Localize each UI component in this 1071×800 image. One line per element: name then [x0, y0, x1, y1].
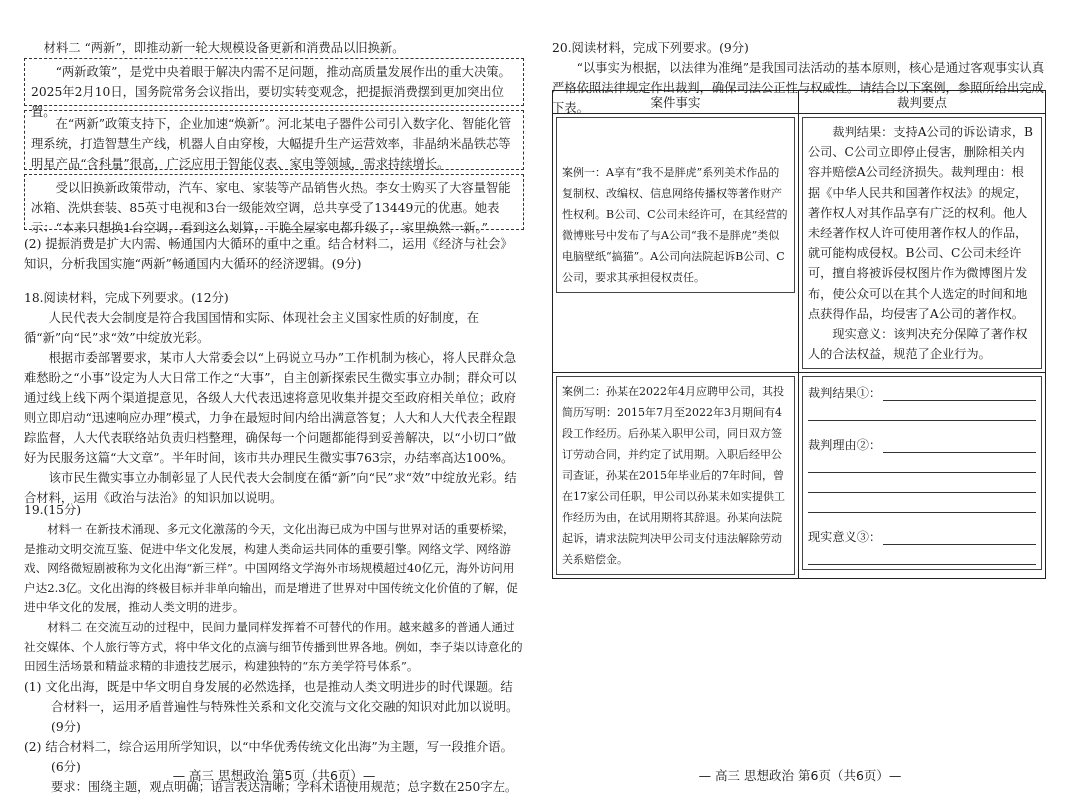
consumer-box [24, 174, 524, 235]
enterprise-box [24, 110, 524, 170]
policy-box [24, 58, 524, 119]
question-19-2: (2) 结合材料二，综合运用所学知识，以“中华优秀传统文化出海”为主题，写一段推介语。(6分) [24, 739, 513, 774]
question-19-1: (1) 文化出海，既是中华文明自身发展的必然选择，也是推动人类文明进步的时代课题。结合材料一，运用矛盾普遍性与特殊性关系和文化交流与文化交融的知识对此加以说明。(9分) [24, 679, 519, 734]
question-17-2: (2) 提振消费是扩大内需、畅通国内大循环的重中之重。结合材料二，运用《经济与社会》知识，分析我国实施“两新”畅通国内大循环的经济逻辑。(9分) [24, 237, 513, 271]
enterprise-text: 在“两新”政策支持下，企业加速“焕新”。河北某电子器件公司引入数字化、智能化管理系统，打造智慧生产线，机器人自由穿梭，大幅提升生产运营效率，非晶纳米晶铁芯等明星产品“含科量”很高，广泛应用于智能仪表、家电等领域，需求持续增长。 [31, 117, 512, 171]
ruling-1-significance: 现实意义：该判决充分保障了著作权人的合法权益，规范了企业行为。 [808, 327, 1028, 362]
blank-significance[interactable] [808, 525, 1036, 545]
blank-ruling-result[interactable] [808, 381, 1036, 401]
blank-ruling-reason-label: 裁判理由②： [808, 438, 882, 453]
ruling-2-cell [799, 373, 1046, 579]
blank-ruling-result-label: 裁判结果①： [808, 386, 882, 401]
header-case-facts: 案件事实 [553, 91, 799, 114]
question-19-material-1: 材料一 在新技术涌现、多元文化激荡的今天，文化出海已成为中国与世界对话的重要桥梁，是推动文明交流互鉴、促进中华文化发展，构建人类命运共同体的重要引擎。网络文学、网络游戏、网络微短剧被称为文化出海“新三样”。中国网络文学海外市场规模超过40亿元，海外访问用户达2.3亿。文化出海的终极目标并非单向输出，而是增进了世界对中国传统文化价值的了解，促进中华文化的发展，推动人类文明的进步。 [24, 522, 518, 615]
policy-text: “两新政策”，是党中央着眼于解决内需不足问题，推动高质量发展作出的重大决策。2025年2月10日，国务院常务会议指出，要切实转变观念，把提振消费摆到更加突出位置。 [31, 65, 511, 119]
case-1-text: 案例一：A享有“我不是胖虎”系列美术作品的复制权、改编权、信息网络传播权等著作财产性权利。B公司、C公司未经许可，在其经营的微博账号中发布了与A公司“我不是胖虎”类似电脑壁纸“搞猫”。A公司向法院起诉B公司、C公司，要求其承担侵权责任。 [562, 166, 788, 284]
case-1-cell [553, 114, 799, 373]
answer-line[interactable] [808, 453, 1036, 473]
answer-line[interactable] [808, 401, 1036, 421]
right-page [552, 0, 1048, 800]
consumer-text: 受以旧换新政策带动，汽车、家电、家装等产品销售火热。李女士购买了大容量智能冰箱、洗烘套装、85英寸电视和3台一级能效空调，总共享受了13449元的优惠。她表示：“本来只想换1台空调，看到这么划算，干脆全屋家电都升级了，家里焕然一新。” [31, 181, 511, 235]
ruling-1-text: 裁判结果：支持A公司的诉讼请求，B公司、C公司立即停止侵害，删除相关内容并赔偿A公司经济损失。裁判理由：根据《中华人民共和国著作权法》的规定，著作权人对其作品享有广泛的权利。他人未经著作权人许可使用著作权人的作品，就可能构成侵权。B公司、C公司未经许可，擅自将被诉侵权图片作为微博图片发布，使公众可以在其个人选定的时间和地点获得作品，均侵害了A公司的著作权。 [808, 125, 1033, 321]
question-20-title: 20.阅读材料，完成下列要求。(9分) [552, 41, 749, 55]
answer-line[interactable] [883, 438, 1036, 453]
right-footer: — 高三 思想政治 第6页（共6页）— [698, 768, 902, 783]
blank-significance-label: 现实意义③： [808, 530, 882, 545]
question-18-intro: 人民代表大会制度是符合我国国情和实际、体现社会主义国家性质的好制度，在循“新”向“民”求“效”中绽放光彩。 [24, 311, 479, 345]
answer-line[interactable] [808, 545, 1036, 565]
case-table [552, 90, 1046, 579]
case-2-cell [553, 373, 799, 579]
answer-line[interactable] [883, 386, 1036, 401]
question-19-material-2: 材料二 在交流互动的过程中，民间力量同样发挥着不可替代的作用。越来越多的普通人通过社交媒体、个人旅行等方式，将中华文化的点滴与细节传播到世界各地。例如，李子柒以诗意化的田园生活场景和精益求精的非遗技艺展示，构建独特的“东方美学符号体系”。 [24, 619, 523, 674]
question-18-title: 18.阅读材料，完成下列要求。(12分) [24, 291, 229, 305]
left-page [24, 0, 524, 800]
answer-line[interactable] [808, 493, 1036, 513]
ruling-1-cell [799, 114, 1046, 373]
question-20-intro: “以事实为根据，以法律为准绳”是我国司法活动的基本原则，核心是通过客观事实认真严格依照法律规定作出裁判，确保司法公正性与权威性。请结合以下案例，参照所给出完成下表。 [552, 61, 1045, 115]
header-ruling-points: 裁判要点 [799, 91, 1046, 114]
table-header-row [553, 91, 1046, 114]
material-2-title: 材料二 “两新”，即推动新一轮大规模设备更新和消费品以旧换新。 [43, 41, 405, 55]
table-row [553, 373, 1046, 579]
question-18-task: 该市民生微实事立办制彰显了人民代表大会制度在循“新”向“民”求“效”中绽放光彩。结合材料，运用《政治与法治》的知识加以说明。 [24, 471, 517, 505]
case-2-text: 案例二：孙某在2022年4月应聘甲公司，其投简历写明：2015年7月至2022年3月期间有4段工作经历。后孙某入职甲公司，同日双方签订劳动合同，并约定了试用期。入职后经甲公司查证，孙某在2015年毕业后的7年时间，曾在17家公司任职，甲公司以孙某未如实提供工作经历为由，在试用期将其辞退。孙某向法院起诉，请求法院判决甲公司支付违法解除劳动关系赔偿金。 [562, 385, 785, 567]
question-19-title: 19.(15分) [24, 503, 82, 517]
blank-ruling-reason[interactable] [808, 433, 1036, 453]
answer-line[interactable] [808, 473, 1036, 493]
table-row [553, 114, 1046, 373]
answer-line[interactable] [883, 530, 1036, 545]
question-18-material: 根据市委部署要求，某市人大常委会以“上码说立马办”工作机制为核心，将人民群众急难愁盼之“小事”设定为人大日常工作之“大事”，自主创新探索民生微实事立办制；群众可以通过线上线下两个渠道提意见，各级人大代表迅速将意见收集并提交至政府相关单位；政府则立即启动“迅速响应办理”模式，力争在最短时间内给出满意答复；人大和人大代表全程跟踪监督，人大代表联络站负责归档整理，确保每一个问题都能得到妥善解决，以“小切口”做好为民服务这篇“大文章”。半年时间，该市共办理民生微实事763宗，办结率高达100%。 [24, 351, 517, 465]
question-19-requirements: 要求：围绕主题，观点明确；语言表达清晰；学科术语使用规范；总字数在250字左。 [51, 779, 518, 794]
left-footer: — 高三 思想政治 第5页（共6页）— [172, 768, 376, 783]
